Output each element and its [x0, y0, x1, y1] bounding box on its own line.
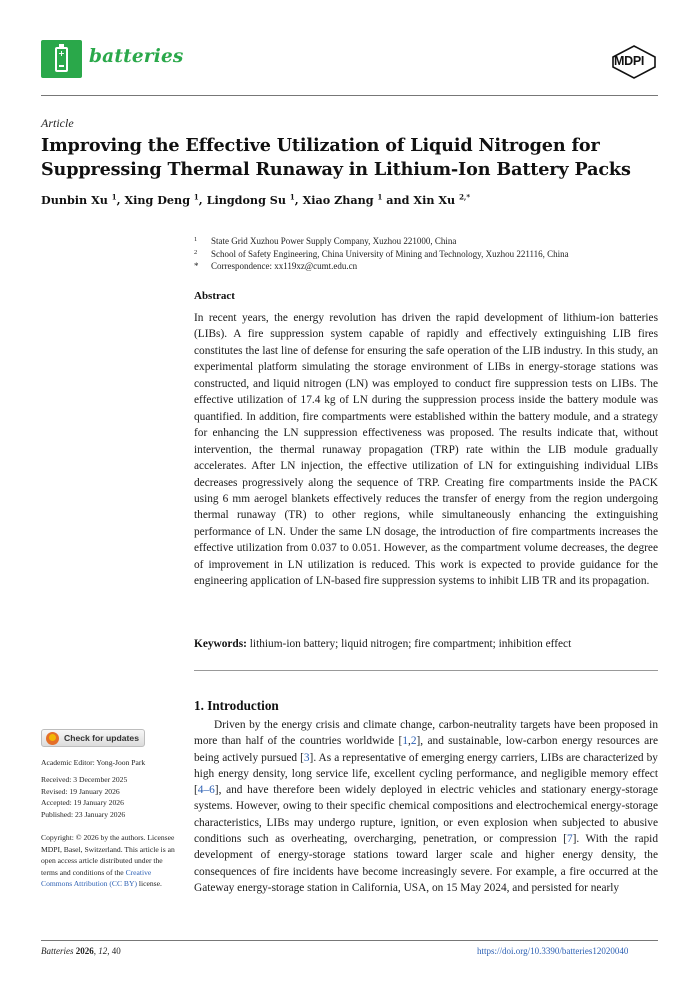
author-separator: and — [382, 193, 414, 207]
affiliation-1: 1 State Grid Xuzhou Power Supply Company, Xuzhou 221000, China — [194, 236, 457, 246]
author-affiliation-mark: 1 — [111, 192, 117, 202]
author-name[interactable]: Xing Deng — [124, 193, 194, 207]
header-divider — [41, 95, 658, 96]
author-separator: , — [294, 193, 303, 207]
intro-text: , — [407, 735, 411, 748]
author-separator: , — [198, 193, 207, 207]
date-received: Received: 3 December 2025 — [41, 775, 128, 784]
author-name[interactable]: Xin Xu — [413, 193, 460, 207]
section-heading-introduction: 1. Introduction — [194, 698, 279, 713]
keywords-label: Keywords: — [194, 638, 247, 650]
author-affiliation-mark: 1 — [289, 192, 295, 202]
keywords-list: lithium-ion battery; liquid nitrogen; fire compartment; inhibition effect — [249, 638, 572, 650]
copyright-notice: Copyright: © 2026 by the authors. Licensee MDPI, Basel, Switzerland. This article is an open access article distributed under the terms and conditions of the Creative Commons Attribution (CC BY) license. — [41, 833, 175, 888]
cc-by-license-link[interactable]: Creative Commons Attribution (CC BY) — [41, 867, 152, 888]
intro-text: ]. As a representative of emerging energy carriers, LIBs are characterized by high energy density, long service life, excellent cycling performance, and negligible memory effect [ — [194, 751, 658, 797]
citation-ref-link[interactable]: 4–6 — [197, 784, 215, 797]
journal-name: batteries — [89, 46, 184, 67]
abstract-body: In recent years, the energy revolution has driven the rapid development of lithium-ion batteries (LIBs). A fire suppression system capable of rapidly and effectively extinguishing LIB fires constitutes the last line of defense for ensuring the safe operation of the LIB industry. In this study, an experimental platform simulating the storage environment of LIBs in energy-storage stations was constructed, and liquid nitrogen (LN) was employed to conduct fire suppression tests on LIBs. The effective utilization of 17.4 kg of LN during the suppression process inside the battery module was quantified. In addition, fire compartments were established within the battery module, and a strategy for enhancing the LN suppression effectiveness was proposed. The results indicate that, without intervention, the thermal runaway propagation (TRP) rate within the LIB module gradually accelerates. After LN injection, the effective utilization of LN for extinguishing individual LIBs decreases progressively along the sequence of TRP. Creating fire compartments inside the PACK using 6 mm aerogel blankets effectively reduces the transfer of energy from the region undergoing thermal runaway (TR) to other regions, while simultaneously enhancing the extinguishing performance of LN. Under the same LN dosage, the introduction of fire compartments increases the effective utilization from 0.037 to 0.051. However, as the compartment volume decreases, the degree of improvement in LN utilization is reduced. This work is expected to provide guidance for the engineering application of LN-based fire suppression systems to inhibit LIB TR and its propagation. — [194, 312, 658, 588]
author-affiliation-mark: 1 — [193, 192, 199, 202]
intro-text: Driven by the energy crisis and climate change, carbon-neutrality targets have been proposed in more than half of the countries worldwide [ — [194, 719, 658, 748]
journal-logo — [41, 40, 82, 78]
intro-text: ], and have therefore been widely deployed in electric vehicles and stationary energy-storage systems. However, owing to their specific chemical compositions and electrochemical energy-storage characteristics, LIBs may undergo rupture, ignition, or even explosion when subjected to abusive conditions such as overheating, overcharging, penetration, or compression [ — [194, 784, 658, 846]
author-affiliation-mark: 2,* — [459, 192, 471, 202]
correspondence: * Correspondence: xx119xz@cumt.edu.cn — [194, 261, 358, 271]
check-for-updates-button[interactable] — [41, 729, 145, 747]
intro-text: ]. With the rapid development of energy-storage stations toward larger scale and higher energy density, the consequences of fire incidents have become increasingly severe. For example, a fire occurred at the Gateway energy-storage station in California, USA, on 15 May 2024, and persisted for nearly — [194, 833, 658, 894]
abstract-heading: Abstract — [194, 290, 235, 302]
intro-text: ], and sustainable, low-carbon energy resources are being actively pursued [ — [194, 735, 658, 764]
keywords — [194, 638, 658, 650]
citation-volume: 12 — [98, 946, 108, 956]
citation-ref-link[interactable]: 3 — [303, 751, 310, 764]
affiliations — [194, 236, 569, 274]
article-type: Article — [41, 116, 74, 130]
date-accepted: Accepted: 19 January 2026 — [41, 798, 124, 808]
doi-link[interactable]: https://doi.org/10.3390/batteries12020040 — [477, 946, 629, 956]
date-published: Published: 23 January 2026 — [41, 809, 126, 819]
battery-icon: + — [55, 47, 68, 72]
citation-ref-link[interactable]: 1 — [402, 735, 408, 748]
author-name[interactable]: Lingdong Su — [206, 193, 290, 207]
citation-journal: Batteries — [41, 946, 74, 956]
citation-year: 2026 — [75, 946, 94, 956]
author-affiliation-mark: 1 — [377, 192, 383, 202]
author-name[interactable]: Xiao Zhang — [302, 193, 378, 207]
citation: Batteries 2026, 12, 40 — [41, 946, 121, 956]
article-title: Improving the Effective Utilization of Liquid Nitrogen for Suppressing Thermal Runaway in Lithium-Ion Battery Packs — [41, 135, 631, 180]
affiliation-2: 2 School of Safety Engineering, China University of Mining and Technology, Xuzhou 221116, China — [194, 248, 569, 259]
author-separator: , — [116, 193, 125, 207]
check-for-updates-label: Check for updates — [64, 733, 139, 743]
citation-ref-link[interactable]: 2 — [410, 735, 417, 748]
publisher-name: MDPI — [614, 54, 645, 68]
publication-dates — [41, 774, 181, 820]
academic-editor: Academic Editor: Yong-Joon Park — [41, 758, 146, 767]
citation-ref-link[interactable]: 7 — [566, 833, 573, 846]
keywords-divider — [194, 670, 658, 671]
check-updates-icon — [46, 732, 59, 745]
author-name[interactable]: Dunbin Xu — [41, 193, 112, 207]
author-list — [41, 193, 470, 207]
introduction-paragraph — [194, 717, 658, 896]
date-revised: Revised: 19 January 2026 — [41, 786, 120, 796]
footer-divider — [41, 940, 658, 941]
citation-article-number: 40 — [111, 946, 121, 956]
